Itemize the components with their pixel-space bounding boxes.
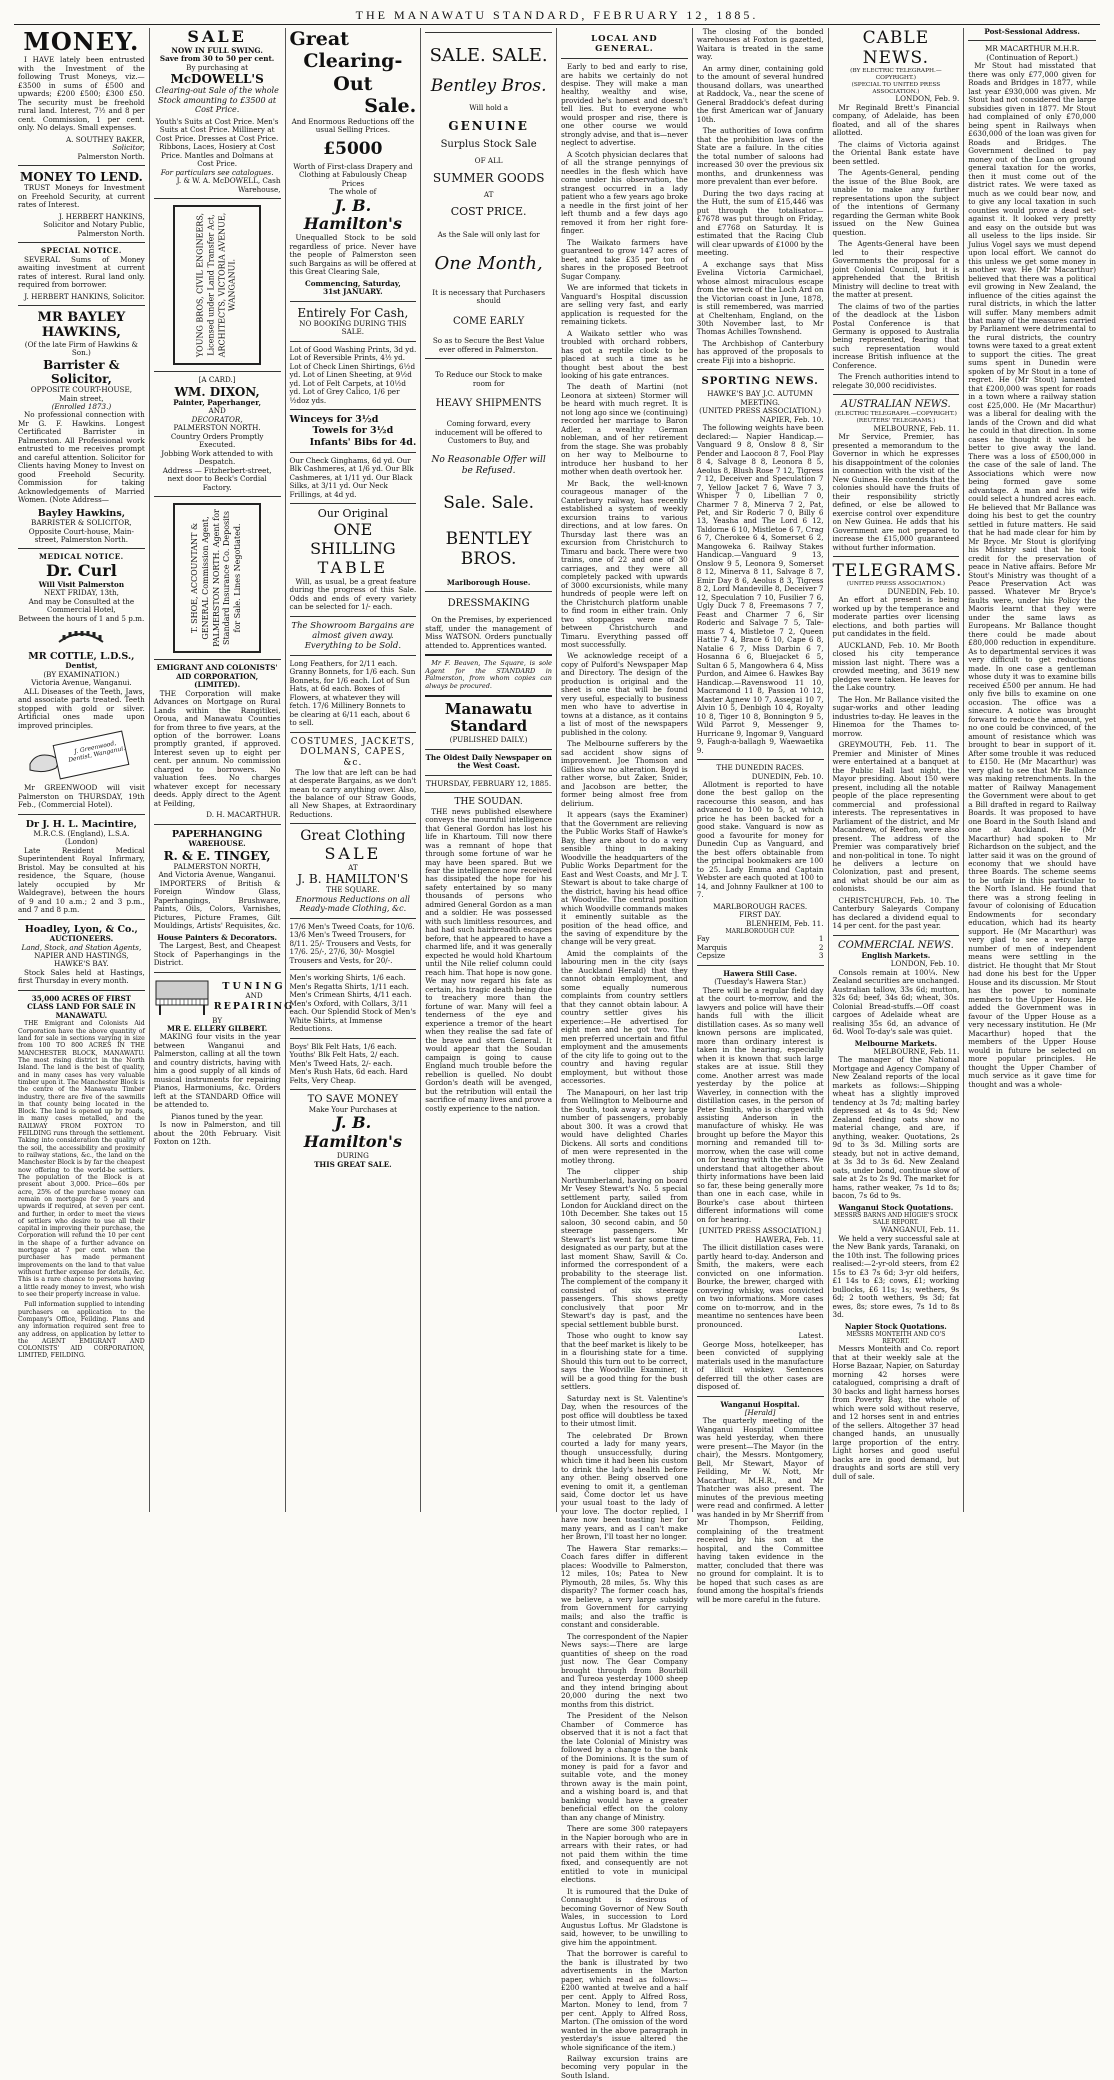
clothing-heading: Great Clothing xyxy=(300,828,406,845)
local-para: Amid the complaints of the labouring men in the city (says the Auckland Herald) that they cannot obtain employment, and some equally numerous complaints from country settlers that they cannot obtain labour. A country settler gives his experience:—He advertised for eight men and he got two. The men preferred uncertain and fitful employment and the amusements of the city life to going out to the country and having regular employment, but without those accessories. xyxy=(561,948,688,1086)
local-para: The President of the Nelson Chamber of Commerce has observed that it is not a fact that the late Colonial of Ministry was followed by a change to the bank of the Dominions. It is the sum of money is paid for a favor and suitable vote, and the money thrown away is the main point, and a wishing board is, and that banking would have a greater beneficial effect on the colony than any change of Ministry. xyxy=(561,1711,688,1822)
local-para: Saturday next is St. Valentine's Day, when the resources of the post office will doubtless be taxed to their utmost limit. xyxy=(561,1393,688,1429)
local-para: The Hawera Star remarks:—Coach fares differ in different places: Woodville to Palmerston, 12 miles, 10s; Patea to New Plymouth, 28 miles, 5s. Why this disparity? The former coach has, we believe, a very large subsidy from Government for carrying mails; and also the traffic is constant and considerable. xyxy=(561,1543,688,1630)
bentley-heading: Bentley Bros. xyxy=(430,76,547,97)
cable-heading: CABLE NEWS. xyxy=(862,28,930,69)
young-bros-card-text: YOUNG BROS, CIVIL ENGINEERS, Licensed under Land Transfer Act, ARCHITECTS, VICTORIA AVENUE, WANGANUI. xyxy=(195,212,237,358)
tingey-body: IMPORTERS of British & Foreign Window Glass, Paperhangings, Brushware, Paints, Oils, Colors, Varnishes, Pictures, Picture Frames, Gilt Mouldings, Artists' Requisites, &c. xyxy=(153,878,281,931)
ginghams-list: Our Check Ginghams, 6d yd. Our Blk Cashmeres, at 1/6 yd. Our Blk Cashmeres, at 1/11 yd. Our Black Silks, at 3/11 yd. Our Neck Frillings, at 4d yd. xyxy=(289,455,414,499)
curl-body4: Between the hours of 1 and 5 p.m. xyxy=(18,613,145,623)
tuning-body: MAKING four visits in the year between Wanganui and Palmerston, calling at all the town and country districts, having with him a good supply of all kinds of musical instruments for repairing Pianos, Harmoniums, &c. Orders left at the STANDARD Office will be attended to. xyxy=(153,1032,281,1110)
young-bros-card xyxy=(173,205,261,365)
denture-icon xyxy=(56,628,106,646)
great-sale-text: THIS GREAT SALE. xyxy=(314,1159,392,1169)
at-text: AT xyxy=(483,190,494,200)
bibs-text: Infants' Bibs for 4d. xyxy=(309,436,417,448)
paperhanging-sub: WAREHOUSE. xyxy=(188,839,246,849)
local-heading: LOCAL AND GENERAL. xyxy=(591,34,658,55)
bayley-role: Barrister & Solicitor, xyxy=(43,357,120,386)
hospital-sub: [Herald] xyxy=(744,1407,776,1417)
blenheim-dateline: BLENHEIM, Feb. 11. xyxy=(746,918,824,928)
hawera2-dateline: HAWERA, Feb. 11. xyxy=(755,1234,824,1244)
results-table xyxy=(697,935,824,960)
dixon-heading: WM. DIXON, xyxy=(174,384,260,399)
column-5 xyxy=(557,28,693,2080)
english-markets-body: Consols remain at 100¼. New Zealand securities are unchanged. Australian tallow, 33s 6d; mutton, 32s 6d; beef, 34s 6d; wheat, 30s. Colonial Bread-stuffs.—Off coast cargoes of Adelaide wheat are realising 35s 6d, an advance of 6d. Wool To-day's sale was quiet. xyxy=(832,967,960,1037)
news-para: During the two days racing at the Hutt, the sum of £15,446 was put through the totalisator—£7678 was put through on Friday, and £7768 on Saturday. It is estimated that the Racing Club will clear upwards of £1000 by the meeting. xyxy=(696,188,824,258)
dixon-role3: DECORATOR, xyxy=(191,414,243,424)
paperhanging-heading: PAPERHANGING xyxy=(171,828,263,840)
of-all-text: OF ALL xyxy=(474,155,503,165)
tingey-addr1: PALMERSTON NORTH, xyxy=(173,861,261,871)
clearing-heading: Clearing-Out xyxy=(303,50,403,95)
clothing-at: AT xyxy=(348,862,358,872)
hawkes-press: (UNITED PRESS ASSOCIATION.) xyxy=(699,406,822,416)
bayley-sub: (Of the late Firm of Hawkins & Son.) xyxy=(24,339,138,358)
entirely-heading: Entirely For Cash, xyxy=(297,305,409,320)
local-para: The Manapouri, on her last trip from Wellington to Melbourne and the South, took away a very large number of passengers, probably about 300. It was a crowd that would have delighted Charles Dickens. All sorts and conditions of men were represented in the motley throng. xyxy=(561,1087,688,1165)
result-horse: Fay xyxy=(696,934,710,944)
sale-heading-3: Sale. xyxy=(364,95,417,118)
worth-text: Worth of First-class Drapery and Clothing at Fabulously Cheap Prices xyxy=(293,161,413,188)
bayley-body: No professional connection with Mr G. F. Hawkins. Longest Certificated Barrister in Palmerston. All Professional work entrusted to me receives prompt and careful attention. Solicitor for Clients having Money to Invest on good Freehold Security. Commission for taking Acknowledgements of Married Women. (Note Address— xyxy=(18,410,145,505)
local-para: We are informed that tickets in Vanguard's Hospital discussion are selling very fast, and early application is requested for the remaining tickets. xyxy=(561,283,688,327)
news-para: A exchange says that Miss Evelina Victoria Carmichael, whose almost miraculous escape from the wreck of the Loch Ard on the Victorian coast in June, 1878, is still remembered, was married at Cheltenham, England, on the 30th November last, to Mr Thomas Achilles Townshend. xyxy=(696,259,824,337)
curl-body3: Commercial Hotel, xyxy=(47,605,116,615)
tel-para: GREYMOUTH, Feb. 11. The Premier and Minister of Mines were entertained at a banquet at the Public Hall last night, the Mayor presiding. About 150 were present, including all the notable people of the place representing commercial and professional interests. The representatives in Parliament of the district, and Mr Macandrew, of Reefton, were also present. The address of the Premier was comparatively brief and non-political in tone. To night he delivers a lecture on Colonization, past and present, and what should be our aim as colonists. xyxy=(832,740,960,894)
shilling-body: Will, as usual, be a great feature during the progress of this Sale. Odds and ends of every variety can be selected for 1/- each. xyxy=(289,576,417,612)
tel-para: An effort at present is being worked up by the temperance and moderate parties over licensing elections, and both parties will put candidates in the field. xyxy=(832,595,960,639)
result-place: 2 xyxy=(818,942,824,952)
clothing-square: THE SQUARE. xyxy=(326,885,380,895)
hats-list: Boys' Blk Felt Hats, 1/6 each. Youths' Blk Felt Hats, 2/ each. Men's Tweed Hats, 2/- each. Men's Rush Hats, 6d each. Hard Felts, Very Cheap. xyxy=(289,1041,408,1085)
piano-icon xyxy=(154,977,210,1017)
result-place: 1 xyxy=(818,934,824,944)
money-lend-sign1: J. HERBERT HANKINS, xyxy=(58,211,145,221)
column-1 xyxy=(14,28,150,1512)
cottle-sub: Dentist, xyxy=(65,661,98,671)
hamilton-heading: J. B. Hamilton's xyxy=(303,195,402,234)
hawera-body: There will be a regular field day at the court to-morrow, and the lawyers and police will have their hands full with the illicit distillation cases. As so many well known persons are implicated, more than ordinary interest is taken in the hearing, especially when it is known that such large stakes are at issue. Still they come. Another arrest was made yesterday by the police at Waverley, in connection with the distillation cases, in the person of Peter Smith, who is charged with assisting Anderson in the manufacture of whisky. He was brought up before the Mayor this morning and remanded till to-morrow, when the case will come on for hearing with the others. We understand that altogether about thirty informations have been laid so far, these being generally more than one in each case, while in Bourke's case about thirteen different informations will come on for hearing. xyxy=(696,985,824,1224)
local-para: A Scotch physician declares that of all the strange pennyings of needles in the flesh which have come under his observation, the strangest occurred in a lady patient who a few years ago broke a needle in the first joint of her left thumb and a few days ago removed it from her right fore-finger. xyxy=(561,149,688,236)
wanganui-stock-sub: MESSRS BARNS AND HIGGIE'S STOCK SALE REPORT. xyxy=(834,1212,958,1227)
shilling-heading: ONE SHILLING xyxy=(310,520,396,559)
address-heading: Post-Sessional Address. xyxy=(984,27,1080,36)
tuning-heading: TUNING xyxy=(222,981,286,993)
local-para: We acknowledge receipt of a copy of Pulford's Newspaper Map and Directory. The design of the production is original and the sheet is one that will be found very useful, especially to business men who have to advertise in towns at a distance, as it contains a list of most of the newspapers published in the colony. xyxy=(561,651,688,737)
bayley-card3: Opposite Court-house, Main-street, Palmerston North. xyxy=(28,526,134,544)
bayley-card2: BARRISTER & SOLICITOR, xyxy=(31,518,132,528)
hospital-body: The quarterly meeting of the Wanganui Hospital Committee was held yesterday, when there were present—The Mayor (in the chair), the Messrs. Montgomery, Bell, Mr Stewart, Mayor of Feilding, Mr W. Nott, Mr Macarthur, M.H.R., and Mr Thatcher was also present. The minutes of the previous meeting were read and confirmed. A letter was handed in by Mr Sherriff from Mr Thompson, Feilding, complaining of the treatment received by his son at the hospital, and the Committee having taken evidence in the matter, concluded that there was no ground for complaint. It is to be hoped that such cases as are found among the hospital's friends will be more careful in the future. xyxy=(696,1416,824,1604)
towels-text: Towels for 3½d xyxy=(312,425,394,437)
address-cont: (Continuation of Report.) xyxy=(986,52,1078,62)
secure-text: So as to Secure the Best Value ever offered in Palmerston. xyxy=(432,336,545,354)
hoadley-heading: Hoadley, Lyon, & Co., xyxy=(24,923,138,935)
latest-body: George Moss, hotelkeeper, has been convicted of supplying materials used in the manufacture of illicit whiskey. Sentences deferred till the other cases are disposed of. xyxy=(696,1339,824,1392)
wanganui-dateline: WANGANUI, Feb. 11. xyxy=(880,1225,960,1235)
bayley-card1: Bayley Hawkins, xyxy=(37,507,125,519)
dunedin-body: Allotment is reported to have done the best gallop on the racecourse this season, and has advanced to 100 to 5, at which price he has been backed for a good stake. Vanguard is now as good a favourite for money for Dunedin Cup as Vanguard, and the best offers obtainable from the principal bookmakers are 100 to 25. Lady Emma and Captain Webster are each quoted at 100 to 14, and Johnny Faulkner at 100 to 7. xyxy=(696,780,824,900)
money-sign3: Palmerston North. xyxy=(77,151,145,161)
tingey-sub2: House Painters & Decorators. xyxy=(157,932,278,942)
australian-heading: AUSTRALIAN NEWS. xyxy=(841,399,951,411)
news-para: An army diner, containing gold to the amount of several hundred thousand dollars, was unearthed at Raddock, Va., near the scene of General Braddock's defeat during the first American war of January 10th. xyxy=(696,63,824,124)
winceys-text: Winceys for 3½d xyxy=(289,414,379,426)
column-4 xyxy=(421,28,557,1512)
special-notice-body: SEVERAL Sums of Money awaiting investment at current rates of interest. Rural land only. required from borrower. xyxy=(18,254,145,290)
hospital-heading: Wanganui Hospital. xyxy=(720,1399,800,1409)
tingey-addr2: And Victoria Avenue, Wanganui. xyxy=(158,870,276,880)
great-heading: Great xyxy=(289,28,349,50)
emigrant-body: THE Corporation will make Advances on Mortgage on Rural Lands within the Rangitikei, Oroua, and Manawatu Counties for from three to five years, at the option of the borrower. Loans promptly granted, if approved. Interest seven up to eight per cent. per annum. No commission charged to borrowers. No valuation fees. No charges whatever except for necessary deeds. Apply direct to the Agent at Feilding, xyxy=(153,688,281,808)
commencing-text: Commencing, Saturday, xyxy=(305,278,401,288)
masthead-paper: THE MANAWATU STANDARD, xyxy=(355,8,588,22)
tuning-body2: Pianos tuned by the year. xyxy=(171,1111,264,1121)
hoadley-addr: NAPIER AND HASTINGS, HAWKE'S BAY. xyxy=(34,951,129,969)
bentley-caps-heading: BENTLEY BROS. xyxy=(445,528,532,569)
heavy-heading: HEAVY SHIPMENTS xyxy=(435,398,542,410)
bayley-addr3: (Enrolled 1873.) xyxy=(51,402,112,411)
macintire-heading: Dr J. H. L. Macintire, xyxy=(25,818,137,830)
clothing-firm: J. B. HAMILTON'S xyxy=(297,872,409,887)
news-para: The closing of the bonded warehouses at Foxton is gazetted, Waitara is treated in the same way. xyxy=(696,27,824,62)
sale-firm: McDOWELL'S xyxy=(170,72,264,87)
sale-save: Save from 30 to 50 per cent. xyxy=(159,54,275,64)
hawera-sub: (Tuesday's Hawera Star.) xyxy=(714,977,807,987)
costumes-body: The low that are left can be had at desperate Bargains, as we don't mean to carry anything over. Also, the balance of our Straw Goods, all New Shapes, at Extraordinary Reductions. xyxy=(289,767,417,819)
bayley-addr1: OPPOSITE COURT-HOUSE, xyxy=(30,385,132,395)
sale-sale-heading: Sale. Sale. xyxy=(443,492,535,513)
hawera2-press: [UNITED PRESS ASSOCIATION.] xyxy=(699,1226,822,1236)
enormous-text: Enormous Reductions on all Ready-made Clothing, &c. xyxy=(295,894,410,914)
issue-date-text: THURSDAY, FEBRUARY 12, 1885. xyxy=(426,778,552,788)
column-2 xyxy=(150,27,295,1512)
emigrant-heading: EMIGRANT AND COLONISTS' AID CORPORATION, (LIMITED). xyxy=(156,663,278,690)
column-6 xyxy=(693,27,829,1604)
hoadley-role: Land, Stock, and Station Agents, xyxy=(21,942,142,952)
paper-name-heading: Manawatu Standard xyxy=(444,699,533,736)
curl-heading: Dr. Curl xyxy=(45,560,117,580)
special-notice-heading: SPECIAL NOTICE. xyxy=(40,246,122,256)
tuning-body3: Is now in Palmerston, and till about the 20th February. Visit Foxton on 12th. xyxy=(153,1120,281,1147)
money-sign2: Solicitor, xyxy=(112,143,145,153)
no-offer-text: No Reasonable Offer will be Refused. xyxy=(431,455,546,477)
cable-para: The Agents-General, pending the issue of the Blue Book, are unable to make any further representations upon the subject of the intentions of Germany regarding the German white Book issued on the New Guinea question. xyxy=(832,168,960,237)
cable-press2: (SPECIAL TO UNITED PRESS ASSOCIATION.) xyxy=(851,81,941,95)
sale-catalogues: For particulars see catalogues. xyxy=(160,167,274,177)
tuning-and: AND xyxy=(245,991,263,1001)
local-para: Early to bed and early to rise, are habits we certainly do not despise. They will make a man healthy, wealthy and wise, provided he's honest and doesn't tell lies. But to everyone who would prosper and rise, there is one other course we would strongly advise, and that is—never neglect to advertise. xyxy=(561,62,688,148)
melbourne-markets-body: The manager of the National Mortgage and Agency Company of New Zealand reports of the local markets as follows:—Shipping wheat has a slightly improved tendency at 3s 7d; malting barley depressed at 4s to 4s 9d; New Zealand feeding oats show no material change, and are, if anything, weaker. Quotations, 2s 9d to 3s 3d. Milling sorts are steady, but not in active demand, at 3s 3d to 3s 6d. New Zealand oats, under bond, continue slow of sale at 2s to 2s 9d. The market for hams, rather weaker, 7s 1d to 8s; bacon, 7s 6d to 9s. xyxy=(832,1055,960,1201)
oldest-text: The Oldest Daily Newspaper on the West Coast. xyxy=(425,752,552,771)
hawera2-body: The illicit distillation cases were partly heard to-day. Anderson and Smith, the makers, were each convicted on one information. Bourke, the brewer, charged with conveying whisky, was convicted on two informations. More cases come on to-morrow, and in the meantime no sentences have been pronounced. xyxy=(696,1243,824,1329)
london-dateline: LONDON, Feb. 9. xyxy=(895,94,960,104)
result-horse: Cepsize xyxy=(696,951,726,961)
money-sign1: A. SOUTHEY BAKER, xyxy=(65,134,145,144)
masthead-rule xyxy=(14,24,1100,25)
napier-stock-heading: Napier Stock Quotations. xyxy=(844,1321,947,1331)
dunedin-heading: THE DUNEDIN RACES. xyxy=(716,763,804,773)
money-lend-sign3: Palmerston North. xyxy=(77,228,145,238)
local-para: The clipper ship Northumberland, having on board Mr Vesey Stewart's No. 5 special settlement party, sailed from London for Auckland direct on the 10th December. She takes out 15 saloon, 30 second cabin, and 50 steerage passengers. Mr Stewart's list went far some time designated as our party, but at the last moment Shaw, Savill & Co. informed the correspondent of a probability to the steerage list. The complement of the company it consisted of six steerage passengers. This shows pretty conclusively that poor Mr Stewart's day is past, and the special settlement bubble burst. xyxy=(561,1167,688,1329)
melbourne-dateline-2: MELBOURNE, Feb. 11. xyxy=(873,1047,960,1056)
coming-text: Coming forward, every inducement will be offered to Customers to Buy, and xyxy=(434,419,543,445)
address-body: Mr Stout had misstated that there was only £77,000 given for Roads and Bridges in 1877, while last year £930,000 was given. Mr Stout had not considered the large subsidies given in 1877. Mr Stout had complained of only £70,000 being spent in Railways when £630,000 of the loan was given for Roads and Bridges. The Government declined to pay money out of the Loan on ground general taxation for the works, then it must come out of the district rates. We were taxed as much as we could bear now, and to give any local taxation in such counties would prove a dead set-against it. It looked very pretty and easy on the outside but was all useless to the lips inside. Sir Julius Vogel says we must depend upon local effort. We cannot do this unless we get some money in another way. He (Mr Macarthur) believed that there was a political evil growing in New Zealand, the influence of the cities against the rural districts, in which the latter will suffer. Many members admit that many of the measures carried by Parliament were detrimental to the rural districts, the country towns were taxed to a great extent to support the cities. The great sums spent in Dunedin were spoken of by Mr Stout in a tone of regret. He (Mr Stout) lamented that £200,000 was spent for roads in a town where a railway station cost £25,000. He (Mr Macarthur) was a liberal for dealing with the lands of the Crown and did what he could in that direction. In some cases he thought it would be better to give away the land. There was a loss of £500,000 in the case of the sale of land. The Associations which were now being formed gave some advantage. A man and his wife could select a hundred acres each. He believed that Mr Ballance was doing his best to get the country settled in future matters. He said that he had made clear for him by Mr Bryce. Mr Stout is glorifying his Ministry said that he took credit for the preservation of peace in Native affairs. Before Mr Stout's Ministry was thought of a Peace Preservation Act was passed. Whatever Mr Bryce's faults were, under his Policy the Maoris learnt that they were under the same laws as Europeans. Mr Ballance thought there could be made about £80,000 reduction in expenditure. As to departmental services it was very difficult to get reductions made. In one case a gentleman whose duty it was to examine bills received £500 per annum. He had only five bills to examine on one occasion. The office was a sinecure. A notice was brought forward to reduce the amount, yet no one could be convinced, of the amount of resistance which was brought to bear in support of it. After some trouble it was reduced to £150. He (Mr Macarthur) was very glad to see that Mr Ballance was making retrenchments. In the matter of Railway Management the Government were about to get a Bill drafted in regard to Railway Boards. It was proposed to have one Board in the South Island and one at Auckland. He (Mr Macarthur) had spoken to Mr Richardson on the subject, and the latter said it was on the ground of economy that we should have three Boards. The scheme seems to be unfair in this particular to the North Island. He found that there was a strong feeling in favour of colonising of Education Endowments for secondary education, which had its hearty support. He (Mr Macarthur) was very glad to see a very large number of men of independent means were settling in the district. He thought that Mr Stout had done his best for the Upper House and its discussion. Mr Stout has the power to nominate members to the Upper House. He added the Government was in favour of the Upper House as a very necessary institution. He (Mr Macarthur) hoped that the members of the Upper House would in future be selected on more popular principles. He thought the Upper Chamber of much service as it gave time for thought and was a whole- xyxy=(968,61,1096,1089)
dunedin-dateline-7: DUNEDIN, Feb. 10. xyxy=(887,586,960,596)
news-para: The Archbishop of Canterbury has approved of the proposals to create Fiji into a bishopric. xyxy=(696,338,824,365)
local-para: The correspondent of the Napier News says:—There are large quantities of sheep on the road just now. The Gear Company brought through from Bourbill and Tureoa yesterday 1000 sheep and they intend bringing about 20,000 during the next two months from this district. xyxy=(561,1631,688,1709)
hoadley-sub: AUCTIONEERS. xyxy=(49,934,114,944)
marlborough-races-heading: MARLBOROUGH RACES. xyxy=(713,901,808,911)
cottle-body: ALL Diseases of the Teeth, Jaws, and associate parts treated. Teeth stopped with gold or silver. Artificial ones made upon improved principles. xyxy=(18,686,145,730)
necessary-text: It is necessary that Purchasers should xyxy=(432,287,546,306)
result-place: 3 xyxy=(818,951,824,961)
money-heading: MONEY. xyxy=(23,27,140,56)
napier-stock-body: Messrs Monteith and Co. report that at their weekly sale at the Horse Bazaar, Napier, on Saturday morning 42 horses were catalogued, comprising a draft of 30 backs and light harness horses from Poverty Bay, the whole of which were sold without reserve, and 12 horses sent in and entries of the sellers. Altogether 37 head changed hands, an unusually large proportion of the entry. Light horses and good useful backs are in good demand, but draughts and sorts are still very dull of sale. xyxy=(832,1344,960,1481)
bayley-heading: MR BAYLEY HAWKINS, xyxy=(37,310,126,341)
dixon-addr: PALMERSTON NORTH. xyxy=(173,423,261,433)
emigrant-sign: D. H. MACARTHUR. xyxy=(206,810,281,820)
column-7 xyxy=(829,28,965,1512)
napier-stock-sub: MESSRS MONTEITH AND CO'S REPORT. xyxy=(846,1331,946,1346)
aus-press2: (REUTERS' TELEGRAMS.) xyxy=(856,418,936,425)
masthead-date: FEBRUARY 12, 1885. xyxy=(593,8,759,22)
greenwood-card-graphic xyxy=(26,734,136,780)
tuning-repairing: REPAIRING xyxy=(213,1000,295,1012)
tel-para: AUCKLAND, Feb. 10. Mr Booth closed his city temperance mission last night. There was a crowded meeting, and 3619 new pledges were taken. He leaves for the Lake country. xyxy=(832,640,960,693)
aus-body: Mr Service, Premier, has presented a memorandum to the Governor in which he expresses his disappointment of the colonies in connection with the visit of the New Guinea. He contends that the colonies should have the fruits of their responsibility strictly defined, or else be allowed to exercise control over expenditure on New Guinea. He adds that his Government are not prepared to increase the £15,000 guaranteed without further information. xyxy=(832,432,960,552)
cable-press1: (BY ELECTRIC TELEGRAPH.—COPYRIGHT.) xyxy=(850,68,942,81)
aus-press1: (ELECTRIC TELEGRAPH.—COPYRIGHT.) xyxy=(834,411,957,418)
column-3 xyxy=(286,28,422,1512)
money-lend-body: TRUST Moneys for Investment on Freehold Security, at current rates of Interest. xyxy=(18,183,145,210)
shoe-card xyxy=(173,503,261,653)
local-para: The Waikato farmers have guaranteed to grow 147 acres of beet, and take £35 per ton of shares in the proposed Beetroot Sugar Company. xyxy=(561,237,688,281)
masthead xyxy=(14,8,1100,22)
curl-body2: And may be Consulted at the xyxy=(28,596,135,606)
date-text: 31st JANUARY. xyxy=(323,287,383,297)
soudan-body: THE news published elsewhere conveys the mournful intelligence that General Gordon has lost his life in Khartoum. Till now there was a remnant of hope that through some fortune of war he may have been spared. But we fear the intelligence now received has dissipated the hope for his safety entertained by so many thousands of persons who admired General Gordon as a man and a soldier. He was possessed with such limitless resources, and had had such hairbreadth escapes before, that he appeared to have a charmed life, and it was generally expected he would hold Khartoum until the Nile relief column could reach him. That hope is now gone. We may now regard his fate as certain, his tragic death being due to treachery more than the fortune of war. Many will feel a tenderness of the eye and experience a tremor of the heart when they realise the sad fate of the brave and stern General. It would appear that the Soudan campaign is going to cause England much trouble before the rebellion is quelled. No doubt Gordon's death will be avenged, but the retribution will entail the sacrifice of many lives and prove a costly experience to the nation. xyxy=(425,806,552,1113)
local-para: The Melbourne sufferers by the sad accident show signs of improvement. Joe Thomson and Gillies show no alteration. Boyd is rather worse, but Zaker, Snider, and Jacobson are better, the former being almost free from delirium. xyxy=(561,739,688,808)
local-para: The death of Martini (not Leonora at sixteen) Stormer will be heard with much regret. It is not long ago since we (continuing) recorded her marriage to Baron Adler, a wealthy German nobleman, and of her retirement from the stage. She was probably on her way to Melbourne to introduce her husband to her mother when death overtook her. xyxy=(561,382,688,477)
cable-para: Mr Reginald Brett's Financial company, of Adelaide, has been floated, and all of the shares allotted. xyxy=(832,102,960,138)
sale-sign: J. & W. A. McDOWELL, Cash Warehouse, xyxy=(176,176,281,194)
cable-para: The claims of Victoria against the Oriental Bank estate have been settled. xyxy=(832,139,960,166)
result-horse: Marquis xyxy=(696,942,728,952)
cable-para: The claims of two of the parties of the deadlock at the Lisbon Postal Conference is that Germany is opposed to Australia being represented, fearing that such representation would increase British influence at the Conference. xyxy=(832,301,960,370)
greenwood-body: Mr GREENWOOD will visit Palmerston on THURSDAY, 19th Feb., (Commercial Hotel). xyxy=(18,783,145,810)
purchases-text: Make Your Purchases at xyxy=(308,1104,397,1114)
melbourne-markets-heading: Melbourne Markets. xyxy=(854,1038,937,1048)
tel-press: (UNITED PRESS ASSOCIATION.) xyxy=(846,581,946,588)
special-notice-sign: J. HERBERT HANKINS, Solicitor. xyxy=(24,291,145,301)
costumes-heading: COSTUMES, JACKETS, DOLMANS, CAPES, &c. xyxy=(290,736,416,768)
tel-para: The Hon. Mr Ballance visited the sugar-works and other leading industries to-day. He leaves in the Hinemoa for the Thames to-morrow. xyxy=(832,694,960,738)
dixon-card-label: [A CARD.] xyxy=(198,375,236,385)
macintire-body: Late Resident Medical Superintendent Royal Infirmary, Bristol. May be consulted at his residence, the Square, (house lately occupied by Mr Waldegrave), between the hours of 9 and 10 a.m.; 2 and 3 p.m., and 7 and 8 p.m. xyxy=(18,845,145,915)
suits-list: 17/6 Men's Tweed Coats, for 10/6. 13/6 Men's Tweed Trousers, for 8/11. 25/- Trousers and Vests, for 17/6. 25/-, 27/6, 30/- Mosgiel Trousers and Vests, for 20/-. xyxy=(289,921,415,965)
address-sub: MR MACARTHUR M.H.R. xyxy=(984,44,1080,54)
acres-body: THE Emigrant and Colonists Aid Corporation have the above quantity of land for sale in sections varying in size from 100 TO 800 ACRES IN THE MANCHESTER BLOCK, MANAWATU. The most rising district in the North Island. The land is the best of quality, and in many cases has very valuable timber upon it. The Manchester Block is the centre of the Manawatu Timber industry, there are five of the sawmills in that county being located in the Block. The land is opened up by roads, in many cases metalled, and the RAILWAY FROM FOXTON TO FEILDING runs through the settlement. Taking into consideration the quality of the soil, the accessibility and proximity to railway stations, &c., the land on the Manchester Block is by far the cheapest now offering to the world-be settlers. The population of the Block is at present about 3,000. Price—60s per acre, 25% of the purchase money can remain on mortgage for 5 years and upwards if required, at seven per cent. and further, in order to meet the views of settlers who desire to use all their capital in improving their purchase, the Corporation will refund the 10 per cent in the shape of a further advance on mortgage at 7 per cent. when the purchaser has made permanent improvements on the land to that value without further expense for details, &c. This is a rare chance to persons having a little ready money to invest, who wish to see their property increase in value. xyxy=(18,1020,145,1298)
hoadley-body: Stock Sales held at Hastings, first Thursday in every month. xyxy=(18,967,145,986)
stock-body: Unequalled Stock to be sold regardless of price. Never have the people of Palmerston seen such Bargains as will be offered at this Great Clearing Sale, xyxy=(289,233,417,277)
newspaper-page xyxy=(14,27,1100,2080)
shoe-card-text: T. SHOE, ACCOUNTANT & GENERAL Commission Agent, PALMERSTON NORTH. Agent for Standard Insurance Co. Deposits for Sale. Lines Negotiated. xyxy=(190,509,243,647)
month-heading: One Month, xyxy=(434,253,543,275)
dixon-body2: Jobbing Work attended to with Despatch. xyxy=(161,448,273,467)
dixon-role2: AND xyxy=(208,406,226,416)
curl-body1: NEXT FRIDAY, 13th, xyxy=(43,588,119,598)
cottle-addr: Victoria Avenue, Wanganui. xyxy=(31,678,132,688)
local-para: The celebrated Dr Brown courted a lady for many years, though unsuccessfully, during which time it had been his custom to drink the lady's health before any other. Being observed one evening to omit it, a gentleman said, Come doctor let us have your usual toast to the lady of your love. The doctor replied, I have now been toasting her for many years, and as I can't make her Brown, I'll toast her no longer. xyxy=(561,1430,688,1542)
greenwood-card: J. Greenwood, Dentist, Wanganui. xyxy=(68,740,127,765)
news-para: The authorities of Iowa confirm that the prohibition laws of the State are a failure. In the cities the total number of saloons had increased 30 over the previous six months, and drunkenness was more prevalent than ever before. xyxy=(696,126,824,187)
dunedin-dateline: DUNEDIN, Feb. 10. xyxy=(751,771,824,781)
tuning-by: BY xyxy=(212,1015,223,1025)
commercial-heading: COMMERCIAL NEWS. xyxy=(837,939,954,951)
original-heading: Our Original xyxy=(317,507,389,521)
local-para: Those who ought to know say that the beef market is likely to be in a flourishing state for a time. Should this turn out to be correct, says the Woodville Examiner, it will be a good thing for the bush settlers. xyxy=(561,1331,688,1392)
sale-by: By purchasing at xyxy=(186,62,249,72)
bayley-addr2: Main street, xyxy=(59,393,104,403)
dressmaking-body: On the Premises, by experienced staff, under the management of Miss WATSON. Orders punctually attended to. Apprentices wanted. xyxy=(425,615,552,650)
will-hold-text: Will hold a xyxy=(469,103,509,113)
soudan-heading: THE SOUDAN. xyxy=(454,797,523,807)
wanganui-stock-heading: Wanganui Stock Quotations. xyxy=(838,1202,954,1212)
sale-heading: SALE xyxy=(187,27,247,46)
results-row xyxy=(697,952,824,960)
hamilton-heading-2: J. B. Hamilton's xyxy=(303,1113,402,1152)
hawera-heading: Hawera Still Case. xyxy=(723,968,798,978)
melbourne-dateline: MELBOURNE, Feb. 11. xyxy=(873,423,960,433)
cottle-heading: MR COTTLE, L.D.S., xyxy=(28,651,135,663)
acres-foot: Full information supplied to intending purchasers on application to the Company's Office, Feilding. Plans and any information required sent free to any address, on application by letter to the AGENT EMIGRANT AND COLONISTS' AID CORPORATION, LIMITED, FEILDING. xyxy=(18,1301,145,1360)
local-para: Mr Back, the well-known courageous manager of the Canterbury railway, has recently established a system of weekly excursion trains to various directions, and at low fares. On Thursday last there was an excursion from Christchurch to Timaru and back. There were two trains, one of 22 and one of 30 carriages, and they were all completely packed with upwards of 3000 excursionists, while many hundreds of people were left on the Christchurch platform unable to find room in either train. Only two stoppages were made between Christchurch and Timaru. Everything passed off most successfully. xyxy=(561,478,688,649)
tingey-body2: The Largest, Best, and Cheapest Stock of Paperhangings in the District. xyxy=(153,941,281,968)
dixon-role1: Painter, Paperhanger, xyxy=(173,397,261,407)
prints-list: Lot of Good Washing Prints, 3d yd. Lot of Reversible Prints, 4½ yd. Lot of Check Linen Shirtings, 6½d yd. Lot of Linen Sheeting, at 9½d yd. Lot of Felt Carpets, at 10½d yd. Lot of Grey Calico, 1/6 per ½doz yds. xyxy=(289,344,417,405)
napier-dateline: NAPIER, Feb. 10. xyxy=(759,414,824,424)
only-for-text: As the Sale will only last for xyxy=(437,229,540,239)
come-early-heading: COME EARLY xyxy=(453,315,525,327)
tuning-name: MR E. ELLERY GILBERT. xyxy=(167,1023,268,1033)
money-body: I HAVE lately been entrusted with the Investment of the following Trust Moneys, viz.— £3500 in sums of £500 and upwards; £200 £500; £300 £50. The security must be freehold rural land. Interest, 7½ and 8 per cent. Commission, 1 per cent. only. No delays. Small expenses. xyxy=(18,55,145,133)
cable-para: The French authorities intend to relegate 30,000 recidivistes. xyxy=(832,372,960,390)
save-money-heading: TO SAVE MONEY xyxy=(307,1094,399,1106)
cable-para: The Agents-General have been led to their respective Governments the proposal for a joint Colonial Council, but it is apprehended that the British Ministry will decline to treat with the matter at present. xyxy=(832,239,960,300)
acres-heading: 35,000 ACRES OF FIRST CLASS LAND FOR SALE IN MANAWATU. xyxy=(27,993,136,1020)
dixon-body1: Country Orders Promptly Executed. xyxy=(170,431,264,450)
feathers-list: Long Feathers, for 2/11 each. Granny Bonnets, for 1/6 each. Sun Bonnets, for 1/6 each. Lot of Sun Hats, at 6d each. Boxes of Flowers, at whatever they will fetch. 17/6 Millinery Bonnets to be clearing at 6/11 each, about 6 to sell. xyxy=(289,658,416,728)
published-text: (PUBLISHED DAILY.) xyxy=(449,735,528,745)
no-booking-text: NO BOOKING DURING THIS SALE. xyxy=(299,318,407,337)
money-lend-heading: MONEY TO LEND. xyxy=(19,170,143,185)
clothing-sale: SALE xyxy=(324,843,382,863)
local-para: Railway excursion trains are becoming very popular in the South Island. xyxy=(561,2053,688,2080)
dressmaking-heading: DRESSMAKING xyxy=(447,598,530,610)
cottle-exam: (BY EXAMINATION.) xyxy=(43,669,120,679)
latest-label: Latest. xyxy=(798,1331,824,1341)
telegrams-heading: TELEGRAMS. xyxy=(832,561,963,582)
shirts-list: Men's working Shirts, 1/6 each. Men's Regatta Shirts, 1/11 each. Men's Crimean Shirts, 4/11 each. Men's Oxford, with Collars, 3/11 each. Our Splendid Stock of Men's White Shirts, at Immense Reductions. xyxy=(289,973,416,1034)
hawkes-heading: HAWKE'S BAY J.C. AUTUMN MEETING. xyxy=(707,389,813,407)
marlborough-heading: Marlborough House. xyxy=(446,577,531,587)
money-lend-sign2: Solicitor and Notary Public, xyxy=(43,220,145,230)
local-para: It appears (says the Examiner) that the Government are relieving the Public Works Staff of Hawke's Bay, they are about to do a very sensible thing in making Woodville the headquarters of the Public Works Department for the East and West Coasts, and Mr J. T. Stewart is about to take charge of the district, having his head office at Woodville. The central position which Woodville commands makes it eminently suitable as the position of the head office, and the saving of expenditure by the change will be very great. xyxy=(561,810,688,947)
english-markets-heading: English Markets. xyxy=(861,950,931,960)
during-text: DURING xyxy=(336,1151,369,1161)
wanganui-stock-body: We held a very successful sale at the New Bank yards, Taranaki, on the 10th inst. The following prices realised:—2-yr-old steers, from £2 15s to £3 7s 6d; 3-yr old heifers, £1 14s to £3; cows, £1; working bullocks, £6 11s; 1s; wethers, 9s 6d; 2 tooth wethers, 9s 3d; fat ewes, 8s; store ewes, 7s 1d to 8s 3d. xyxy=(832,1233,960,1320)
sale-sub: NOW IN FULL SWING. xyxy=(171,45,263,55)
dixon-body3: Address — Fitzherbert-street, next door to Beck's Cordial Factory. xyxy=(162,465,272,492)
table-heading: TABLE xyxy=(317,557,389,577)
curl-sub: Will Visit Palmerston xyxy=(38,579,125,589)
sale-items: Youth's Suits at Cost Price. Men's Suits at Cost Price. Millinery at Cost Price. Dresses at Cost Price. Ribbons, Laces, Hosiery at Cost Price. Mantles and Dolmans at Cost Price. xyxy=(155,116,279,169)
sale-body1: Clearing-out Sale of the whole Stock amounting to £3500 at Cost Price. xyxy=(155,86,279,115)
reduce-text: To Reduce our Stock to make room for xyxy=(435,370,543,388)
local-para: A Waikato settler who was troubled with orchard robbers, has got a reptile clock to be placed at such a time as he thought best about the best looking of his gate entrances. xyxy=(561,328,688,380)
reductions-text: And Enormous Reductions off the usual Selling Prices. xyxy=(291,116,415,135)
macintire-sub: M.R.C.S. (England), L.S.A. (London) xyxy=(33,828,130,847)
column-8 xyxy=(964,28,1100,1512)
surplus-heading: Surplus Stock Sale xyxy=(440,138,537,150)
showroom-text: The Showroom Bargains are almost given away. Everything to be Sold. xyxy=(291,620,415,651)
genuine-heading: GENUINE xyxy=(448,118,529,133)
cost-heading: COST PRICE. xyxy=(450,204,527,218)
sale-heading-4b: SALE. xyxy=(491,45,548,66)
agent-note: Mr F. Beaven, The Square, is sole Agent for the STANDARD in Palmerston, from whom copies can always be procured. xyxy=(425,659,552,691)
marlborough-cup: MARLBOROUGH CUP. xyxy=(725,928,795,936)
amount-heading: £5000 xyxy=(323,138,383,159)
tel-para: CHRISTCHURCH, Feb. 10. The Canterbury Saleyards Company has declared a dividend equal to 14 per cent. for the past year. xyxy=(832,895,960,931)
sporting-heading: SPORTING NEWS. xyxy=(701,376,819,388)
local-para: There are some 300 ratepayers in the Napier borough who are in arrears with their rates, or had not paid them within the time fixed, and consequently are not entitled to vote in municipal elections. xyxy=(561,1824,688,1885)
sale-heading-4a: SALE. xyxy=(429,45,486,66)
tingey-heading: R. & E. TINGEY, xyxy=(163,848,271,863)
local-para: It is rumoured that the Duke of Connaught is desirous of becoming Governor of New South Wales, in succession to Lord Augustus Loftus. Mr Gladstone is said, however, to be unwilling to give him the appointment. xyxy=(561,1886,688,1947)
london-dateline-2: LONDON, Feb. 10. xyxy=(890,959,960,969)
summer-heading: SUMMER GOODS xyxy=(432,171,545,186)
medical-notice-heading: MEDICAL NOTICE. xyxy=(39,552,124,562)
weights-body: The following weights have been declared:— Napier Handicap.—Vanguard 9 8, Onslow 8 8, Sir Pender and Laocoon 8 7, Fool Play 8 4, Salvage 8 8, Leonora 8 5, Aeolus 8, Blush Rose 7 12, Tigress 7 12, Deceiver and Speculation 7 7, Yellow Jacket 7 6, Wave 7 3, Whisper 7 0, Libellian 7 0, Charmer 7 8, Minerva 7 2, Pat, Pet, and Sir Roderic 7 0, Billy 6 13, Yeasha and The Lord 6 12, Taldorne 6 10, Mistletoe 6 7, Crag 6 7, Cherokee 6 4, Somerset 6 2, Mangoweka 6. Railway Stakes Handicap.—Vanguard 9 13, Onslow 9 5, Leonora 9, Somerset 8 12, Minerva 8 11, Salvage 8 7, Emir Day 8 6, Aeolus 8 3, Tigress 8 2, Lord Mandeville 8, Deceiver 7 12, Speculation 7 10, Fusilier 7 6, Ugly Duck 7 8, Freemasons 7 7, Feast and Charmer 7 6, Sir Roderic and Salvage 7 5, Tale-mass 7 4, Mistletoe 7 2, Queen Hattie 7 4, Brace 6 10, Cape 6 8, Natalie 6 7, Miss Darbin 6 7, Hosanna 6 6, Bluejacket 6 5, Sultan 6 5, Mangowhera 6 4, Miss Purdon, and Aimee 6. Hawkes Bay Handicap.—Ravenswood 11 10, Macramond 11 8, Passion 10 12, Master Agnew 10 7, Assegai 10 7, Alvin 10 5, Denbigh 10 4, Royalty 10 8, Tiger 10 8, Bonnington 9 5, Wild Parrot 9, Messenger 9, Hurricane 9, Ingomar 9, Vanguard 9, Faugh-a-ballagh 9, Waewaetika 9. xyxy=(696,423,824,755)
first-day-text: FIRST DAY. xyxy=(739,910,782,920)
whole-text: The whole of xyxy=(329,187,377,197)
local-para: That the borrower is careful to the bank is illustrated by two advertisements in the Marton paper, which read as follows:—£200 wanted at twelve and a half per cent. Apply to Alfred Ross, Marton. Money to lend, from 7 per cent. Apply to Alfred Ross, Marton. (The omission of the word wanted in the above paragraph in yesterday's issue altered the whole significance of the item.) xyxy=(561,1949,688,2052)
